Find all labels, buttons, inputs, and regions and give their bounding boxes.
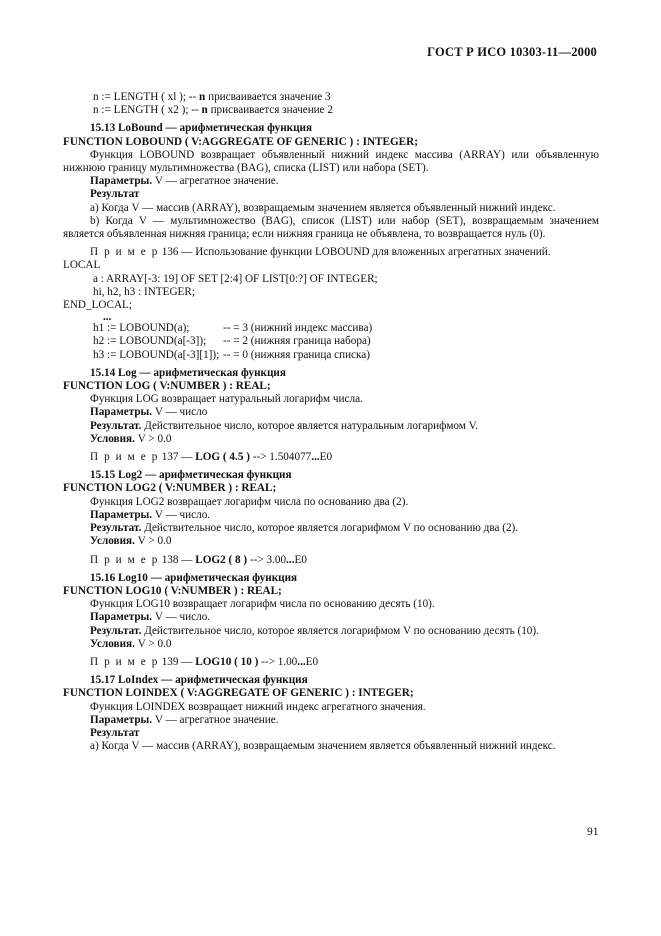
example-ellipsis: ... (297, 655, 306, 668)
result-label: Результат (90, 726, 140, 739)
params-text: V — число. (152, 508, 211, 521)
params-label: Параметры. (90, 713, 153, 726)
params-text: V — число (152, 406, 208, 419)
example-number: 138 — (158, 553, 196, 566)
conditions-label: Условия. (90, 535, 135, 548)
params-text: V — агрегатное значение. (152, 713, 279, 726)
example-number: 137 — (158, 451, 196, 464)
code-stmt: h1 := LOBOUND(a); (93, 322, 190, 335)
example-ellipsis: ... (286, 553, 295, 566)
example-text: 136 — Использование функции LOBOUND для вложенных агрегатных значений. (158, 246, 551, 259)
example-result: --> 1.504077 (249, 451, 312, 464)
code-stmt: h2 := LOBOUND(a[-3]); (93, 335, 207, 348)
function-signature: FUNCTION LOG ( V:NUMBER ) : REAL; (63, 380, 271, 393)
code-line (63, 335, 599, 348)
code-var: n (201, 104, 208, 117)
example-exponent: E0 (319, 451, 333, 464)
code-comment: -- = 0 (нижняя граница списка) (223, 348, 370, 361)
params-line (63, 406, 599, 419)
result-text: Действительное число, которое является логарифмом V по основанию два (2). (141, 522, 519, 535)
code-line (63, 322, 599, 335)
params-text: V — агрегатное значение. (152, 175, 279, 188)
code-line: LOCAL (63, 259, 101, 272)
params-label: Параметры. (90, 175, 153, 188)
result-label: Результат. (90, 419, 142, 432)
function-signature: FUNCTION LOBOUND ( V:AGGREGATE OF GENERIC ) : INTEGER; (63, 135, 418, 148)
result-text: Действительное число, которое является логарифмом V по основанию десять (10). (141, 624, 539, 637)
code-text: присваивается значение 2 (207, 104, 334, 117)
example-result: --> 3.00 (247, 553, 287, 566)
code-var: n (199, 91, 206, 103)
result-text: Действительное число, которое является натуральным логарифмом V. (141, 419, 479, 432)
section-heading-15-17: 15.17 LoIndex — арифметическая функция (90, 674, 308, 687)
result-line (63, 420, 599, 433)
conditions-text: V > 0.0 (134, 637, 172, 650)
example-expression: LOG ( 4.5 ) (195, 451, 250, 464)
example-label: П р и м е р (90, 553, 159, 566)
example-label: П р и м е р (90, 655, 159, 668)
conditions-line (63, 433, 599, 446)
result-label: Результат. (90, 624, 142, 637)
code-line (63, 104, 599, 117)
code-comment: -- = 2 (нижняя граница набора) (223, 335, 371, 348)
conditions-line (63, 638, 599, 651)
function-signature: FUNCTION LOG10 ( V:NUMBER ) : REAL; (63, 584, 282, 597)
result-line (63, 625, 599, 638)
code-line (63, 349, 599, 362)
conditions-label: Условия. (90, 432, 135, 445)
conditions-text: V > 0.0 (134, 535, 172, 548)
page-content (63, 91, 599, 753)
section-heading-15-13: 15.13 LoBound — арифметическая функция (90, 122, 313, 135)
result-item-b: b) Когда V — мультимножество (BAG), список (LIST) или набор (SET), возвращаемым значением является объявленная нижняя граница; если нижняя граница не объявлена, то возвращается нуль (0). (63, 214, 599, 241)
result-item-a: a) Когда V — массив (ARRAY), возвращаемым значением является объявленный нижний индекс. (90, 201, 556, 214)
params-line (63, 509, 599, 522)
example-exponent: E0 (305, 655, 319, 668)
code-line: a : ARRAY[-3: 19] OF SET [2:4] OF LIST[0:?] OF INTEGER; (93, 272, 378, 285)
page-number: 91 (587, 826, 599, 838)
code-text: n := LENGTH ( xl ); -- (93, 91, 200, 103)
example-line (63, 451, 599, 464)
example-line (63, 554, 599, 567)
code-line (63, 91, 599, 104)
example-label: П р и м е р (90, 246, 159, 259)
code-line: END_LOCAL; (63, 299, 132, 312)
params-line (63, 175, 599, 188)
code-comment: -- = 3 (нижний индекс массива) (223, 322, 373, 335)
params-line (63, 714, 599, 727)
example-exponent: E0 (294, 553, 307, 566)
params-label: Параметры. (90, 406, 153, 419)
example-line (63, 246, 599, 259)
function-description: Функция LOG возвращает натуральный логарифм числа. (90, 393, 363, 406)
result-line (63, 522, 599, 535)
result-item-a: a) Когда V — массив (ARRAY), возвращаемым значением является объявленный нижний индекс. (90, 740, 556, 753)
example-number: 139 — (158, 655, 196, 668)
code-text: n := LENGTH ( x2 ); -- (93, 104, 202, 117)
result-label: Результат (90, 188, 140, 201)
conditions-text: V > 0.0 (134, 432, 172, 445)
example-ellipsis: ... (311, 451, 320, 464)
page-header: ГОСТ Р ИСО 10303-11—2000 (427, 45, 597, 59)
example-label: П р и м е р (90, 451, 159, 464)
code-stmt: h3 := LOBOUND(a[-3][1]); (93, 348, 220, 361)
conditions-line (63, 535, 599, 548)
params-label: Параметры. (90, 611, 153, 624)
function-signature: FUNCTION LOINDEX ( V:AGGREGATE OF GENERIC ) : INTEGER; (63, 687, 414, 700)
function-description: Функция LOG10 возвращает логарифм числа по основанию десять (10). (90, 598, 435, 611)
code-line: hi, h2, h3 : INTEGER; (93, 285, 195, 298)
example-line (63, 656, 599, 669)
function-description: Функция LOBOUND возвращает объявленный нижний индекс массива (ARRAY) или объявленную нижнюю границу мультимножества (BAG), списка (LIST) или набора (SET). (63, 148, 599, 175)
function-description: Функция LOG2 возвращает логарифм числа по основанию два (2). (90, 495, 409, 508)
function-description: Функция LOINDEX возвращает нижний индекс агрегатного значения. (90, 700, 426, 713)
conditions-label: Условия. (90, 637, 135, 650)
code-text: присваивается значение 3 (205, 91, 331, 103)
example-expression: LOG2 ( 8 ) (195, 553, 248, 566)
code-ellipsis: ... (103, 311, 112, 324)
section-heading-15-15: 15.15 Log2 — арифметическая функция (90, 469, 292, 482)
section-heading-15-14: 15.14 Log — арифметическая функция (90, 366, 286, 379)
example-expression: LOG10 ( 10 ) (195, 655, 259, 668)
params-text: V — число. (152, 611, 211, 624)
result-label: Результат. (90, 522, 142, 535)
example-result: --> 1.00 (258, 655, 298, 668)
params-label: Параметры. (90, 508, 153, 521)
function-signature: FUNCTION LOG2 ( V:NUMBER ) : REAL; (63, 482, 277, 495)
section-heading-15-16: 15.16 Log10 — арифметическая функция (90, 571, 298, 584)
params-line (63, 611, 599, 624)
